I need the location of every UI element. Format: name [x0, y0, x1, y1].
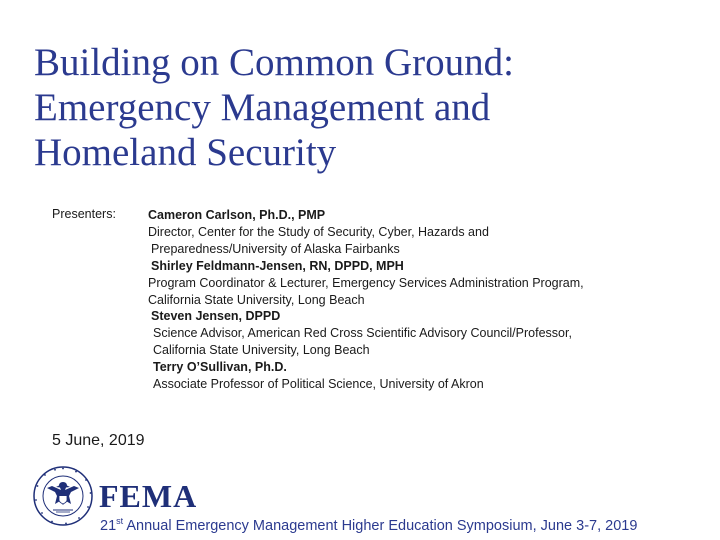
- presenter-name: Steven Jensen, DPPD: [151, 309, 281, 324]
- dhs-seal-icon: [33, 466, 93, 526]
- presenter-role: California State University, Long Beach: [148, 292, 365, 307]
- presenter-role: Director, Center for the Study of Security, Cyber, Hazards and: [148, 224, 489, 239]
- fema-wordmark: FEMA: [99, 478, 198, 514]
- slide-title: [34, 40, 694, 175]
- title-line-3: Homeland Security: [34, 131, 337, 174]
- symposium-footer: [100, 516, 637, 534]
- presenter-role: Science Advisor, American Red Cross Scientific Advisory Council/Professor,: [153, 326, 572, 341]
- title-line-2: Emergency Management and: [34, 86, 491, 129]
- presenter-name: Terry O’Sullivan, Ph.D.: [153, 360, 287, 375]
- footer-ordinal: 21: [100, 518, 117, 534]
- presenter-role: Preparedness/University of Alaska Fairbanks: [151, 241, 400, 256]
- title-line-1: Building on Common Ground:: [34, 41, 514, 84]
- presenters-list: [148, 207, 708, 393]
- presenter-role: California State University, Long Beach: [153, 343, 370, 358]
- presenter-name: Shirley Feldmann-Jensen, RN, DPPD, MPH: [151, 258, 404, 273]
- presenters-label: Presenters:: [52, 207, 116, 221]
- presenter-name: Cameron Carlson, Ph.D., PMP: [148, 208, 326, 222]
- presenter-role: Program Coordinator & Lecturer, Emergency Services Administration Program,: [148, 275, 584, 290]
- presenter-role: Associate Professor of Political Science, University of Akron: [153, 377, 484, 392]
- footer-text: Annual Emergency Management Higher Education Symposium, June 3-7, 2019: [123, 518, 638, 534]
- footer-ordinal-suffix: st: [116, 516, 124, 526]
- presentation-date: 5 June, 2019: [52, 432, 145, 449]
